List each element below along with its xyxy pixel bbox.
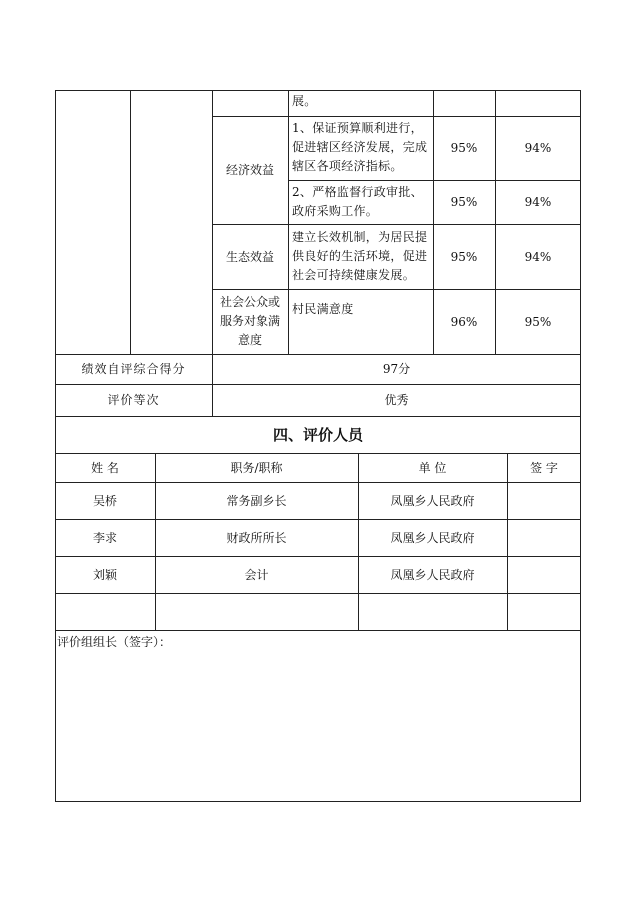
actual-value: 94% [524,195,552,209]
evaluator-unit: 凤凰乡人民政府 [390,493,475,508]
evaluator-signature [507,556,581,593]
table-border-top [55,90,581,91]
header-unit: 单 位 [418,460,447,475]
target-value: 95% [450,141,478,155]
target-value: 96% [450,314,478,329]
evaluator-name: 吴桥 [92,493,117,508]
leader-signature-label: 评价组组长（签字）： [57,635,172,649]
evaluator-title: 会计 [244,567,269,582]
indicator-text: 2、严格监督行政审批、政府采购工作。 [292,185,423,218]
evaluator-unit [358,593,507,630]
category-satisfaction: 社会公众或服务对象满意度 [219,295,280,347]
evaluator-unit: 凤凰乡人民政府 [390,530,475,545]
target-value: 95% [450,195,478,209]
evaluator-title: 常务副乡长 [226,493,287,508]
evaluator-signature [507,519,581,556]
table-border-bottom [55,801,581,802]
evaluator-signature [507,593,581,630]
evaluator-name: 刘颖 [92,567,117,582]
actual-value: 95% [524,314,552,329]
evaluator-unit: 凤凰乡人民政府 [390,567,475,582]
grade-label: 评价等次 [107,393,160,407]
actual-value: 94% [524,249,552,264]
category-ecological-benefit: 生态效益 [225,249,274,264]
evaluator-name: 李求 [92,530,117,545]
evaluator-name [55,593,155,630]
header-signature: 签 字 [530,460,558,475]
grade-value: 优秀 [384,393,409,407]
actual-value: 94% [524,141,552,155]
header-title: 职务/职称 [230,460,283,475]
score-label: 绩效自评综合得分 [81,362,186,376]
evaluator-title [155,593,358,630]
grid-line [130,90,131,354]
indicator-text: 建立长效机制，为居民提供良好的生活环境，促进社会可持续健康发展。 [292,230,428,282]
target-value: 95% [450,249,478,264]
score-value: 97分 [382,362,411,376]
category-economic-benefit: 经济效益 [225,163,274,177]
header-name: 姓 名 [91,460,119,475]
indicator-text: 村民满意度 [292,302,354,316]
indicator-text: 1、保证预算顺利进行，促进辖区经济发展，完成辖区各项经济指标。 [292,121,428,173]
indicator-text: 展。 [292,94,317,108]
evaluator-signature [507,482,581,519]
grid-line [55,630,581,631]
section-title: 四、评价人员 [272,425,363,444]
evaluator-title: 财政所所长 [226,530,287,545]
